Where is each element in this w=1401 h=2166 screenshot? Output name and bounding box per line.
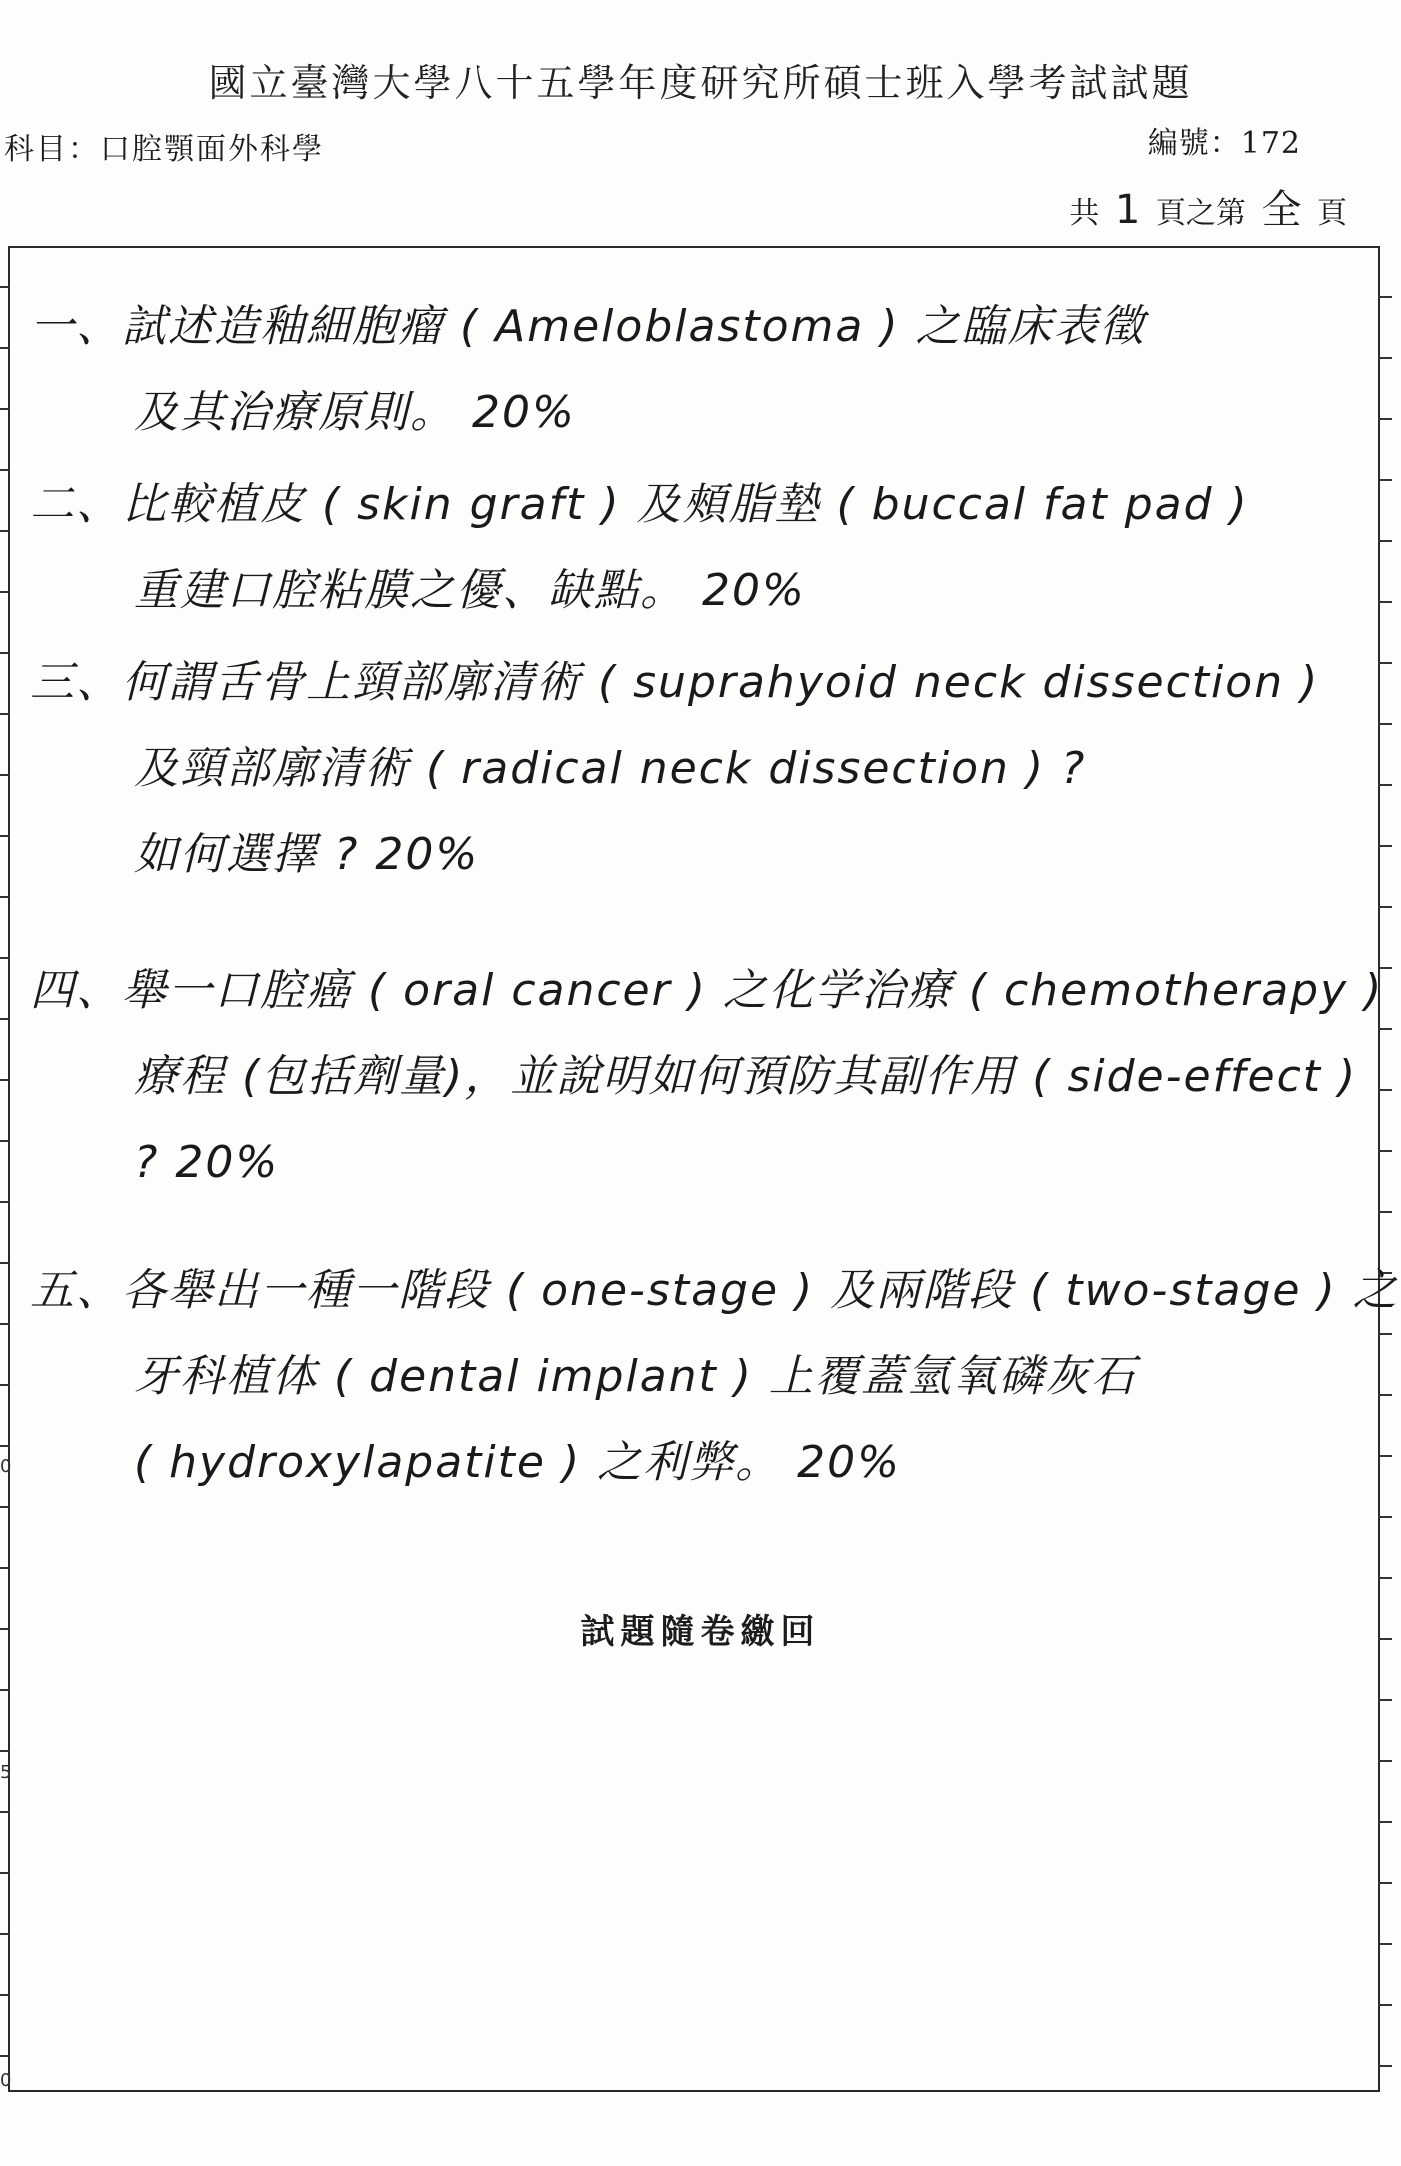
margin-tick [0,1201,10,1203]
question-text: 舉一口腔癌 ( oral cancer ) 之化学治療 ( chemotherapy ) [122,965,1384,1016]
margin-tick [0,1750,10,1752]
question-text: 何謂舌骨上頸部廓清術 ( suprahyoid neck dissection ) [122,657,1320,708]
exam-title: 國立臺灣大學八十五學年度研究所碩士班入學考試試題 [208,61,1193,105]
margin-tick [0,1689,10,1691]
margin-tick [0,1262,10,1264]
question-5 [30,1248,1399,1506]
page-count-mid: 頁之第 [1155,196,1246,231]
margin-tick [1378,906,1392,908]
question-number: 三、 [30,657,122,708]
margin-tick [1378,540,1392,542]
exam-code: 編號：172 [1147,126,1301,161]
margin-tick [1378,1394,1392,1396]
margin-tick [0,1140,10,1142]
margin-tick [0,347,10,349]
margin-tick [1378,1760,1392,1762]
question-number: 四、 [30,965,122,1016]
margin-tick [0,896,10,898]
margin-tick [0,1018,10,1020]
page-count-suffix: 頁 [1317,196,1347,231]
margin-tick [0,286,10,288]
question-line: 牙科植体 ( dental implant ) 上覆蓋氫氧磷灰石 [134,1351,1137,1402]
margin-tick [1378,357,1392,359]
margin-tick [1378,1089,1392,1091]
margin-tick [0,408,10,410]
question-1 [30,284,1361,456]
question-number: 一、 [30,301,122,352]
margin-tick [0,1567,10,1569]
margin-tick [1378,1882,1392,1884]
margin-tick [1378,601,1392,603]
margin-tick [1378,1699,1392,1701]
page-count-prefix: 共 [1069,196,1100,231]
margin-tick [0,774,10,776]
question-line: 療程 (包括劑量)，並說明如何預防其副作用 ( side-effect ) [134,1051,1358,1102]
question-line: 及頸部廓清術 ( radical neck dissection ) ? [134,743,1087,794]
question-2 [30,462,1361,634]
question-line: 如何選擇 ? 20% [134,829,480,880]
margin-tick [1378,1943,1392,1945]
margin-tick [1378,2004,1392,2006]
margin-tick [1378,723,1392,725]
page-count [1069,178,1347,235]
margin-tick [0,1323,10,1325]
question-4 [30,948,1384,1206]
question-line: ( hydroxylapatite ) 之利弊。 20% [134,1437,901,1488]
question-line: 重建口腔粘膜之優、缺點。 20% [134,565,806,616]
margin-tick [1378,845,1392,847]
margin-tick [1378,784,1392,786]
margin-tick [1378,479,1392,481]
margin-tick [0,1079,10,1081]
margin-tick [1378,418,1392,420]
question-line [30,640,1361,726]
margin-tick [1378,1821,1392,1823]
margin-tick [0,591,10,593]
question-text: 試述造釉細胞瘤 ( Ameloblastoma ) 之臨床表徵 [122,301,1146,352]
question-number: 二、 [30,479,122,530]
margin-tick [0,1933,10,1935]
margin-tick [1378,1516,1392,1518]
margin-tick [1378,296,1392,298]
question-line [30,462,1361,548]
margin-tick [0,530,10,532]
question-line: 及其治療原則。 20% [134,387,576,438]
margin-tick [1378,2065,1392,2067]
question-number: 五、 [30,1265,122,1316]
margin-tick [0,713,10,715]
margin-tick [1378,1211,1392,1213]
margin-tick [1378,1150,1392,1152]
subject-label: 科目：口腔顎面外科學 [4,132,324,167]
margin-tick [0,1506,10,1508]
question-line [30,284,1361,370]
margin-tick [0,1811,10,1813]
question-text: 各舉出一種一階段 ( one-stage ) 及兩階段 ( two-stage ) 之 [122,1265,1399,1316]
question-line [30,1248,1399,1334]
margin-tick [1378,662,1392,664]
page-count-total: 1 [1114,187,1141,233]
return-notice: 試題隨卷繳回 [580,1612,821,1652]
question-text: 比較植皮 ( skin graft ) 及頰脂墊 ( buccal fat pad ) [122,479,1249,530]
page-count-current: 全 [1261,187,1302,233]
margin-tick [1378,1333,1392,1335]
margin-tick [0,957,10,959]
question-line: ? 20% [134,1137,280,1188]
margin-tick [1378,1028,1392,1030]
margin-tick [0,835,10,837]
margin-tick [0,469,10,471]
edge-mark-mid: 5 [0,1762,12,1783]
question-3 [30,640,1361,898]
margin-tick [0,1445,10,1447]
margin-tick [0,1994,10,1996]
margin-tick [0,1872,10,1874]
margin-tick [1378,1577,1392,1579]
margin-tick [1378,1455,1392,1457]
edge-mark-top: 0 [0,1456,12,1477]
margin-tick [0,652,10,654]
question-line [30,948,1384,1034]
edge-mark-bottom: 0 [0,2070,12,2091]
margin-tick [0,1384,10,1386]
margin-tick [0,2055,10,2057]
